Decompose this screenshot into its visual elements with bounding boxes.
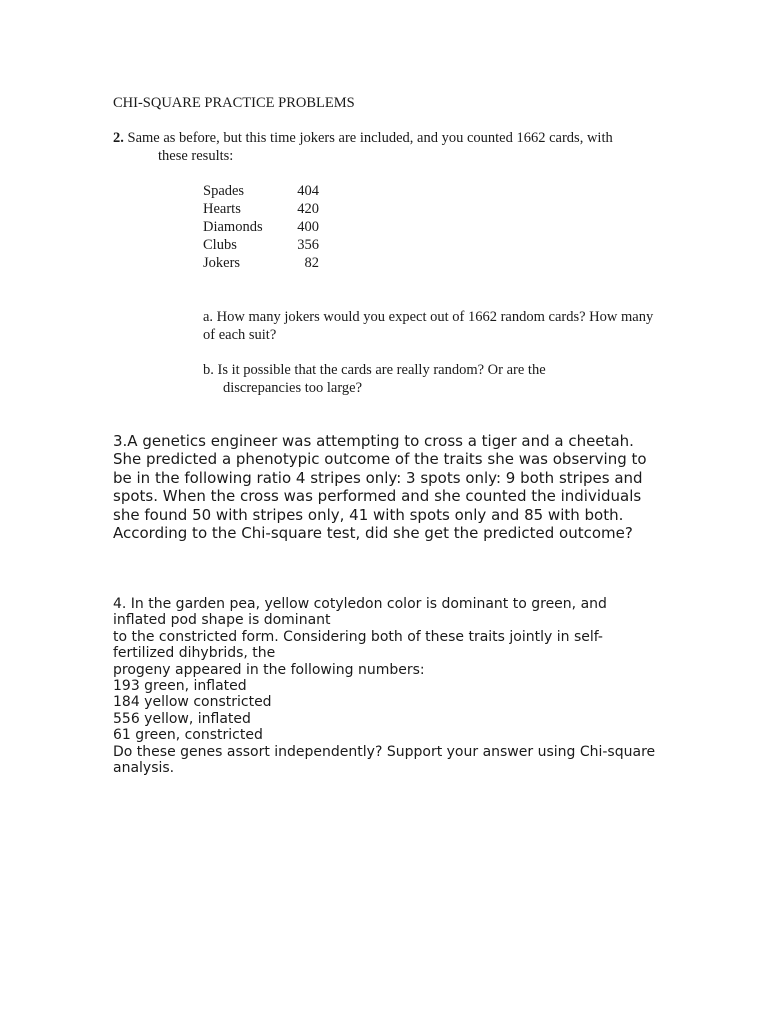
suit-count: 82	[304, 255, 319, 271]
question-4	[113, 596, 658, 776]
question-4-line: fertilized dihybrids, the	[113, 645, 276, 662]
table-row	[203, 182, 319, 200]
question-4-line: inflated pod shape is dominant	[113, 612, 331, 629]
suit-count: 356	[297, 237, 319, 253]
suit-label: Diamonds	[203, 219, 263, 235]
question-4-line: 184 yellow constricted	[113, 694, 272, 711]
question-4-line: 556 yellow, inflated	[113, 710, 251, 727]
question-4-line: Do these genes assort independently? Support your answer using Chi-square	[113, 743, 656, 760]
question-4-line: to the constricted form. Considering both of these traits jointly in self-	[113, 628, 603, 645]
suit-label: Clubs	[203, 237, 237, 253]
question-3	[113, 432, 658, 542]
question-3-line: She predicted a phenotypic outcome of the traits she was observing to	[113, 450, 647, 469]
suit-label: Jokers	[203, 255, 241, 271]
question-2	[113, 129, 673, 165]
question-4-line: 61 green, constricted	[113, 727, 263, 744]
table-row	[203, 218, 319, 236]
question-4-line: analysis.	[113, 760, 175, 777]
question-2-part-b	[203, 361, 663, 397]
suit-label: Spades	[203, 183, 245, 199]
suit-label: Hearts	[203, 201, 241, 217]
page-title: CHI-SQUARE PRACTICE PROBLEMS	[113, 95, 355, 111]
suit-count: 400	[297, 219, 319, 235]
suit-count: 404	[297, 183, 319, 199]
question-3-line: she found 50 with stripes only, 41 with spots only and 85 with both.	[113, 505, 624, 524]
question-4-line: 4. In the garden pea, yellow cotyledon color is dominant to green, and	[113, 596, 607, 612]
question-4-line: 193 green, inflated	[113, 678, 247, 695]
question-2-line-2: these results:	[158, 148, 234, 164]
question-2-part-a: a. How many jokers would you expect out of 1662 random cards? How many of each suit?	[203, 309, 654, 343]
question-3-line: spots. When the cross was performed and she counted the individuals	[113, 487, 642, 506]
question-3-line: According to the Chi-square test, did she get the predicted outcome?	[113, 524, 633, 543]
table-row	[203, 236, 319, 254]
table-row	[203, 200, 319, 218]
suit-count: 420	[297, 201, 319, 217]
question-2-number: 2.	[113, 130, 124, 146]
question-2-text: Same as before, but this time jokers are included, and you counted 1662 cards, with	[127, 130, 613, 146]
question-2-line-1	[113, 129, 673, 147]
table-row	[203, 254, 319, 272]
question-3-line: be in the following ratio 4 stripes only: 3 spots only: 9 both stripes and	[113, 468, 643, 487]
question-2-part-b-line-1: b. Is it possible that the cards are really random? Or are the	[203, 362, 546, 378]
question-2-part-b-line-2: discrepancies too large?	[223, 380, 363, 396]
question-3-line: 3.A genetics engineer was attempting to cross a tiger and a cheetah.	[113, 432, 634, 450]
card-counts-table	[203, 182, 319, 272]
question-4-line: progeny appeared in the following numbers:	[113, 661, 425, 678]
